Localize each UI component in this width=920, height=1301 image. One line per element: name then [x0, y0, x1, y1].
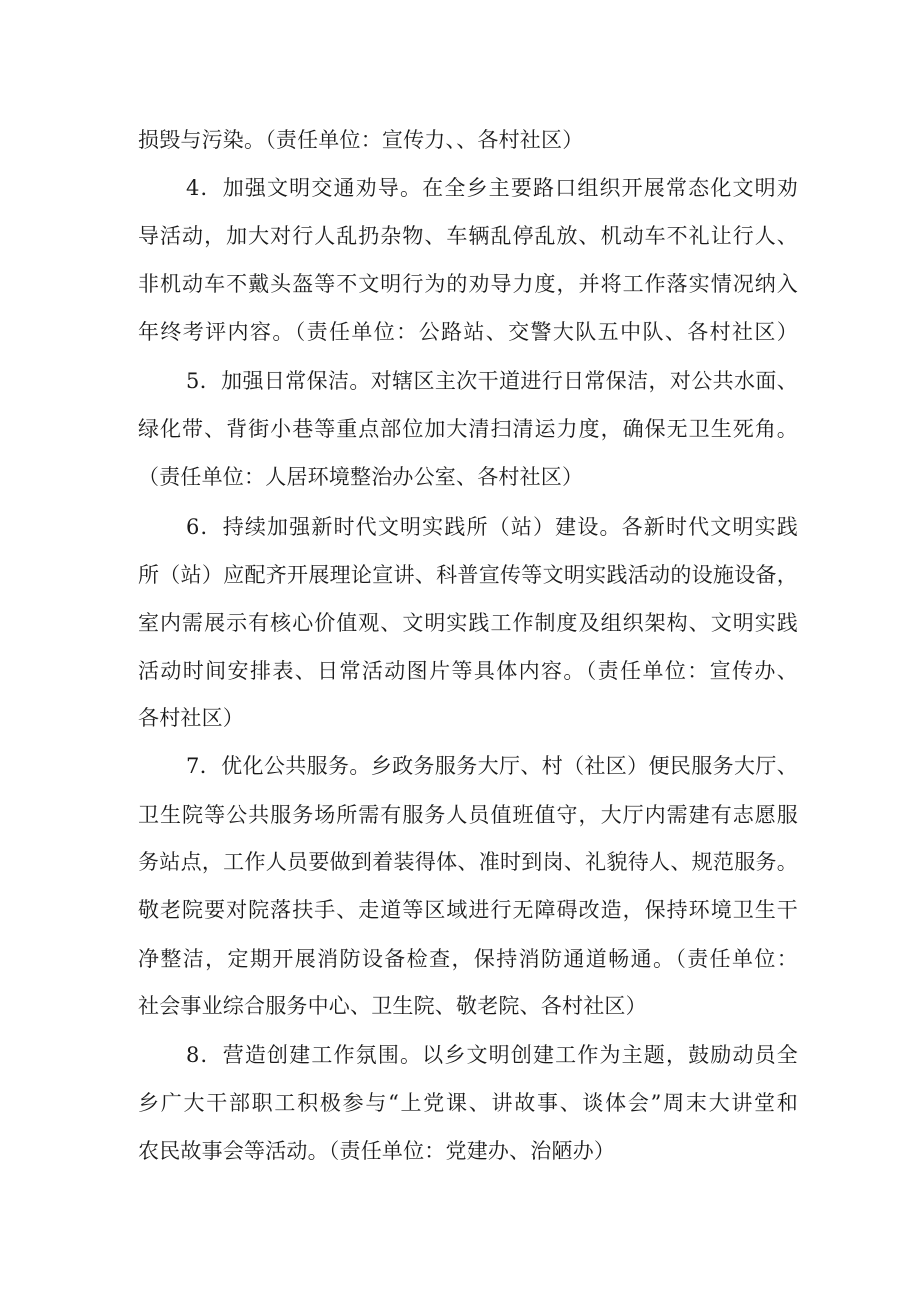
paragraph-line: 绿化带、背街小巷等重点部位加大清扫清运力度，确保无卫生死角。 — [138, 417, 798, 441]
paragraph-line: 净整洁，定期开展消防设备检查，保持消防通道畅通。（责任单位： — [138, 947, 798, 971]
paragraph-line: 损毁与污染。（责任单位：宣传力、、各村社区） — [138, 128, 584, 152]
paragraph-line: （责任单位：人居环境整治办公室、各村社区） — [138, 465, 584, 489]
paragraph-line: 4．加强文明交通劝导。在全乡主要路口组织开展常态化文明劝 — [186, 176, 798, 200]
paragraph-line: 活动时间安排表、日常活动图片等具体内容。（责任单位：宣传办、 — [138, 659, 798, 683]
paragraph-line: 室内需展示有核心价值观、文明实践工作制度及组织架构、文明实践 — [138, 611, 798, 635]
paragraph-line: 8．营造创建工作氛围。以乡文明创建工作为主题，鼓励动员全 — [186, 1043, 798, 1067]
paragraph-line: 导活动，加大对行人乱扔杂物、车辆乱停乱放、机动车不礼让行人、 — [138, 224, 798, 248]
paragraph-line: 社会事业综合服务中心、卫生院、敬老院、各村社区） — [138, 994, 647, 1018]
paragraph-line: 非机动车不戴头盔等不文明行为的劝导力度，并将工作落实情况纳入 — [138, 272, 798, 296]
paragraph-line: 卫生院等公共服务场所需有服务人员值班值守，大厅内需建有志愿服 — [138, 803, 798, 827]
paragraph-line: 6．持续加强新时代文明实践所（站）建设。各新时代文明实践 — [186, 515, 798, 539]
paragraph-line: 各村社区） — [138, 706, 244, 730]
paragraph-line: 年终考评内容。（责任单位：公路站、交警大队五中队、各村社区） — [138, 320, 798, 344]
paragraph-line: 乡广大干部职工积极参与“上党课、讲故事、谈体会”周末大讲堂和 — [138, 1091, 798, 1115]
paragraph-line: 7．优化公共服务。乡政务服务大厅、村（社区）便民服务大厅、 — [186, 754, 798, 778]
paragraph-line: 务站点，工作人员要做到着装得体、准时到岗、礼貌待人、规范服务。 — [138, 850, 798, 874]
paragraph-line: 农民故事会等活动。（责任单位：党建办、治陋办） — [138, 1139, 616, 1163]
paragraph-line: 所（站）应配齐开展理论宣讲、科普宣传等文明实践活动的设施设备， — [138, 563, 798, 587]
paragraph-line: 敬老院要对院落扶手、走道等区域进行无障碍改造，保持环境卫生干 — [138, 898, 798, 922]
paragraph-line: 5．加强日常保洁。对辖区主次干道进行日常保洁，对公共水面、 — [186, 369, 798, 393]
